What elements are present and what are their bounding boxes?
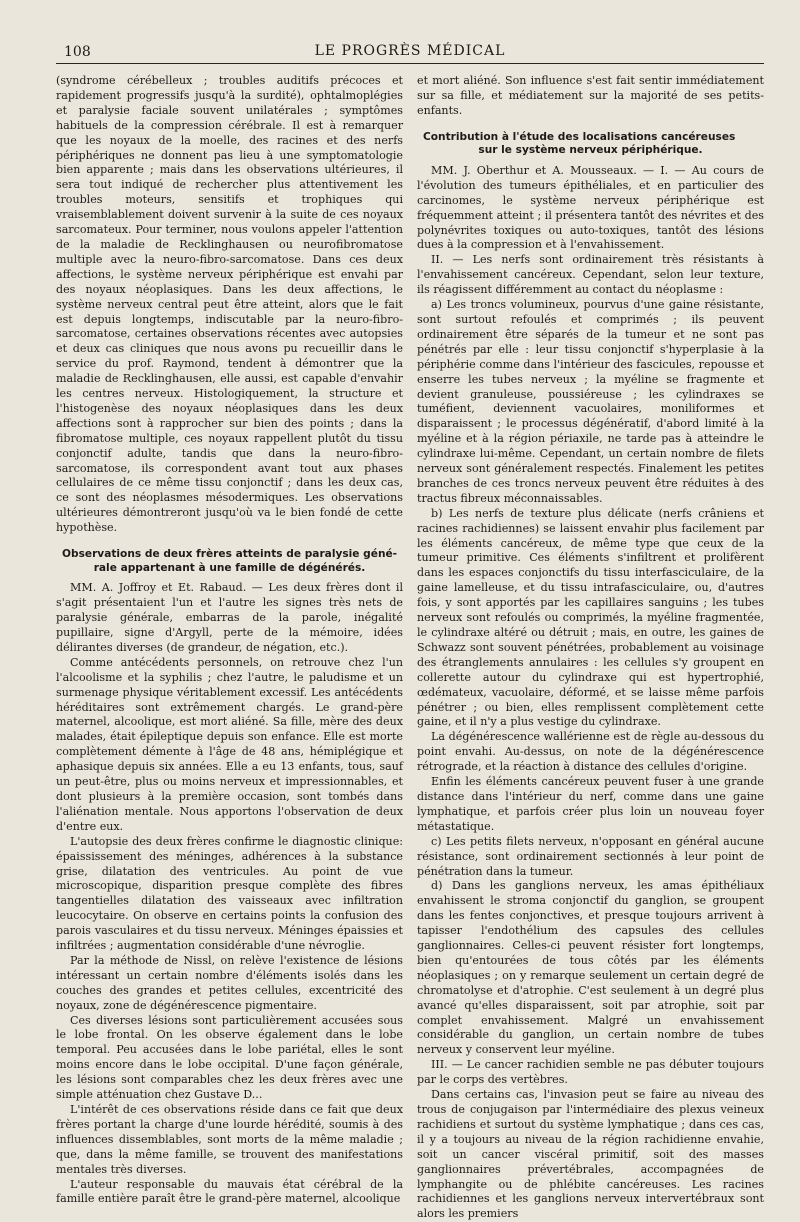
paragraph: Enfin les éléments cancéreux peuvent fuser à une grande distance dans l'intérieur du nerf, comme dans une gaine lymphatique, et parfois créer plus loin un nouveau foyer métastatique. [417, 775, 764, 833]
paragraph: MM. A. Joffroy et Et. Rabaud. — Les deux frères dont il s'agit présentaient l'un et l'autre les signes très nets de paralysie générale, embarras de la parole, inégalité pupillaire, signe d'Argyll, perte de la mémoire, idées délirantes diverses (de grandeur, de négation, etc.). [56, 581, 403, 654]
paragraph: Comme antécédents personnels, on retrouve chez l'un l'alcoolisme et la syphilis ; chez l'autre, le paludisme et un surmenage physique véritablement excessif. Les antécédents héréditaires sont extrêmement chargés. Le grand-père maternel, alcoolique, est mort aliéné. Sa fille, mère des deux malades, était épileptique depuis son enfance. Elle est morte complètement démente à l'âge de 48 ans, hémiplégique et aphasique depuis six années. Elle a eu 13 enfants, tous, sauf un peut-être, plus ou moins nerveux et impressionnables, et dont plusieurs à la première occasion, sont tombés dans l'aliénation mentale. Nous apportons l'observation de deux d'entre eux. [56, 655, 403, 833]
paragraph: Par la méthode de Nissl, on relève l'existence de lésions intéressant un certain nombre d'éléments isolés dans les couches des grandes et petites cellules, excentricité des noyaux, zone de dégénérescence pigmentaire. [56, 953, 403, 1012]
paragraph: Ces diverses lésions sont particulièrement accusées sous le lobe frontal. On les observe également dans le lobe temporal. Peu accusées dans le lobe pariétal, elles le sont moins encore dans le lobe occipital. D'une façon générale, les lésions sont comparables chez les deux frères avec une simple atténuation chez Gustave D... [56, 1013, 403, 1102]
paragraph: III. — Le cancer rachidien semble ne pas débuter toujours par le corps des vertèbres. [417, 1058, 764, 1087]
paragraph: d) Dans les ganglions nerveux, les amas épithéliaux envahissent le stroma conjonctif du ganglion, se groupent dans les fentes conjonctives, et presque toujours arrivent à tapisser l'endothélium des capsules des cellules ganglionnaires. Celles-ci peuvent résister fort longtemps, bien qu'entourées de tous côtés par les éléments néoplasiques ; on y remarque seulement un certain degré de chromatolyse et d'atrophie. C'est seulement à un degré plus avancé qu'elles disparaissent, soit par atrophie, soit par complet envahissement. Malgré un envahissement considérable du ganglion, un certain nombre de tubes nerveux y conservent leur myéline. [417, 879, 764, 1057]
heading-line: sur le système nerveux périphérique. [478, 144, 703, 157]
running-title: LE PROGRÈS MÉDICAL [314, 43, 506, 59]
text-columns [56, 74, 764, 1221]
section-heading [56, 548, 403, 575]
paragraph: L'auteur responsable du mauvais état cérébral de la famille entière paraît être le grand-père maternel, alcoolique [56, 1177, 403, 1206]
right-column [417, 74, 764, 1221]
paragraph: II. — Les nerfs sont ordinairement très résistants à l'envahissement cancéreux. Cependant, selon leur texture, ils réagissent différemment au contact du néoplasme : [417, 253, 764, 297]
paragraph: L'intérêt de ces observations réside dans ce fait que deux frères portant la charge d'une lourde hérédité, soumis à des influences dissemblables, sont morts de la même maladie ; que, dans la même famille, se trouvent des manifestations mentales très diverses. [56, 1103, 403, 1176]
paragraph: et mort aliéné. Son influence s'est fait sentir immédiatement sur sa fille, et médiatement sur la majorité de ses petits-enfants. [417, 74, 764, 117]
left-column [56, 74, 403, 1206]
paragraph: Dans certains cas, l'invasion peut se faire au niveau des trous de conjugaison par l'intermédiaire des plexus veineux rachidiens et surtout du système lymphatique ; dans ces cas, il y a toujours au niveau de la région rachidienne envahie, soit un cancer viscéral primitif, soit des masses ganglionnaires prévertébrales, accompagnées de lymphangite ou de phlébite cancéreuses. Les racines rachidiennes et les ganglions nerveux intervertébraux sont alors les premiers [417, 1088, 764, 1221]
paragraph: c) Les petits filets nerveux, n'opposant en général aucune résistance, sont ordinairement sectionnés à leur point de pénétration dans la tumeur. [417, 834, 764, 878]
section-heading [417, 131, 764, 158]
header-rule [56, 63, 764, 64]
page-number: 108 [64, 44, 91, 60]
page-header [56, 40, 764, 64]
paragraph: L'autopsie des deux frères confirme le diagnostic clinique: épaississement des méninges, adhérences à la substance grise, dilatation des ventricules. Au point de vue microscopique, disparition presque complète des fibres tangentielles dilatation des vaisseaux avec infiltration leucocytaire. On observe en certains points la confusion des parois vasculaires et du tissu nerveux. Méninges épaissies et infiltrées ; augmentation considérable d'une névroglie. [56, 834, 403, 953]
heading-line: Observations de deux frères atteints de paralysie géné- [62, 548, 398, 561]
heading-line: Contribution à l'étude des localisations cancéreuses [423, 130, 736, 143]
paragraph: b) Les nerfs de texture plus délicate (nerfs crâniens et racines rachidiennes) se laissent envahir plus facilement par les éléments cancéreux, de même type que ceux de la tumeur primitive. Ces éléments s'infiltrent et prolifèrent dans les espaces conjonctifs du tissu interfasciculaire, de la gaine lamelleuse, et du tissu intrafasciculaire, ou, d'autres fois, y sont apportés par les capillaires sanguins ; les tubes nerveux sont refoulés ou comprimés, la myéline fragmentée, le cylindraxe altéré ou détruit ; mais, en outre, les gaines de Schwazz sont souvent pénétrées, probablement au voisinage des étranglements annulaires : les cellules s'y groupent en collerette autour du cylindraxe qui est hypertrophié, œdémateux, vacuolaire, déformé, et se laisse même parfois pénétrer ; ou bien, elles remplissent complètement cette gaine, et il n'y a plus vestige du cylindraxe. [417, 506, 764, 729]
paragraph: La dégénérescence wallérienne est de règle au-dessous du point envahi. Au-dessus, on note de la dégénérescence rétrograde, et la réaction à distance des cellules d'origine. [417, 730, 764, 774]
paragraph: a) Les troncs volumineux, pourvus d'une gaine résistante, sont surtout refoulés et comprimés ; ils peuvent ordinairement être séparés de la tumeur et ne sont pas pénétrés par elle : leur tissu conjonctif s'hyperplasie à la périphérie comme dans l'intérieur des fascicules, repousse et enserre les tubes nerveux ; la myéline se fragmente et devient granuleuse, poussiéreuse ; les cylindraxes se tuméfient, deviennent vacuolaires, moniliformes et disparaissent ; le processus dégénératif, d'abord limité à la myéline et à la région périaxile, ne tarde pas à atteindre le cylindraxe lui-même. Cependant, un certain nombre de filets nerveux sont généralement respectés. Finalement les petites branches de ces troncs nerveux peuvent être réduites à des tractus fibreux méconnaissables. [417, 298, 764, 505]
paragraph: (syndrome cérébelleux ; troubles auditifs précoces et rapidement progressifs jusqu'à la surdité), ophtalmoplégies et paralysie faciale souvent unilatérales ; symptômes habituels de la compression cérébrale. Il est à remarquer que les noyaux de la moelle, des racines et des nerfs périphériques ne donnent pas lieu à une symptomatologie bien apparente ; mais dans les observations ultérieures, il sera tout indiqué de rechercher plus attentivement les troubles moteurs, sensitifs et trophiques qui vraisemblablement doivent survenir à la suite de ces noyaux sarcomateux. Pour terminer, nous voulons appeler l'attention de la maladie de Recklinghausen ou neurofibromatose multiple avec la neuro-fibro-sarcomatose. Dans ces deux affections, le système nerveux périphérique est envahi par des noyaux néoplasiques. Dans les deux affections, le système nerveux central peut être atteint, alors que le fait est depuis longtemps, indiscutable par la neuro-fibro-sarcomatose, certaines observations récentes avec autopsies et deux cas cliniques que nous avons pu recueillir dans le service du prof. Raymond, tendent à démontrer que la maladie de Recklinghausen, elle aussi, est capable d'envahir les centres nerveux. Histologiquement, la structure et l'histogenèse des noyaux néoplasiques dans les deux affections sont à rapprocher sur bien des points ; dans la fibromatose multiple, ces noyaux rappellent plutôt du tissu conjonctif adulte, tandis que dans la neuro-fibro-sarcomatose, ils correspondent avant tout aux phases cellulaires de ce même tissu conjonctif ; dans les deux cas, ce sont des néoplasmes mésodermiques. Les observations ultérieures démontreront jusqu'où va le bien fondé de cette hypothèse. [56, 74, 403, 535]
heading-line: rale appartenant à une famille de dégénérés. [93, 561, 366, 574]
paragraph: MM. J. Oberthur et A. Mousseaux. — I. — Au cours de l'évolution des tumeurs épithéliales, et en particulier des carcinomes, le système nerveux périphérique est fréquemment atteint ; il présentera tantôt des névrites et des polynévrites toxiques ou auto-toxiques, tantôt des lésions dues à la compression et à l'envahissement. [417, 163, 764, 252]
